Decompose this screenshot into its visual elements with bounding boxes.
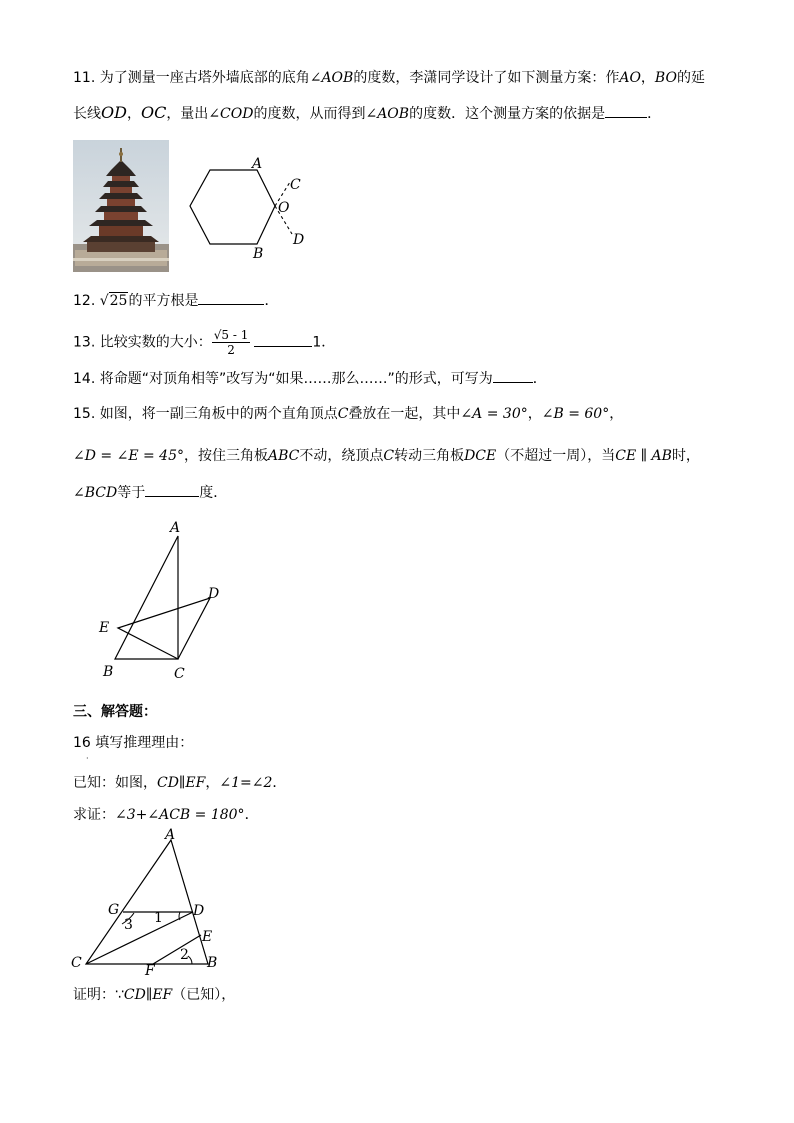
angle-3-label: 3: [124, 917, 133, 933]
label-B: B: [253, 246, 264, 262]
answer-blank-12[interactable]: [198, 290, 264, 305]
label-A: A: [165, 828, 176, 843]
label-C: C: [290, 177, 301, 193]
q16-title: 16 填写推理理由：: [73, 735, 194, 751]
label-D: D: [293, 232, 305, 248]
q16-prove: 求证：∠3+∠ACB = 180°．: [73, 807, 259, 823]
label-B: B: [207, 955, 218, 971]
answer-blank-13[interactable]: [254, 332, 312, 347]
q15-line-2: ∠D = ∠E = 45°，按住三角板ABC不动，绕顶点C转动三角板DCE（不超过一周），当CE ∥ AB时，: [73, 448, 700, 464]
q16-given: 已知：如图，CD∥EF，∠1=∠2．: [73, 775, 287, 791]
pagoda-photo: [73, 140, 169, 272]
q14-line: 14. 将命题“对顶角相等”改写为“如果……那么……”的形式，可写为 ．: [73, 368, 547, 389]
hexagon-figure: [180, 150, 320, 265]
answer-blank-15[interactable]: [145, 482, 199, 497]
proof-figure: [68, 828, 228, 978]
label-G: G: [108, 902, 120, 918]
angle-1-label: 1: [154, 910, 163, 926]
q11-line-2: 长线OD，OC，量出∠COD的度数，从而得到∠AOB的度数．这个测量方案的依据是 ．: [73, 103, 662, 122]
answer-blank-14[interactable]: [493, 368, 533, 383]
label-E: E: [99, 620, 110, 636]
q15-line-3: ∠BCD等于 度．: [73, 482, 227, 503]
q12-line: 12. √25的平方根是 ．: [73, 290, 278, 311]
label-C: C: [71, 955, 82, 971]
label-A: A: [252, 156, 263, 172]
sqrt-25: √25: [99, 293, 128, 309]
stray-dot: ·: [86, 754, 89, 763]
label-D: D: [193, 903, 205, 919]
section-heading: 三、解答题：: [73, 704, 157, 720]
label-A: A: [170, 520, 181, 536]
triangles-figure: [90, 516, 240, 686]
angle-2-label: 2: [180, 947, 189, 963]
label-B: B: [103, 664, 114, 680]
label-O: O: [278, 200, 290, 216]
label-D: D: [208, 586, 220, 602]
q15-line-1: 15. 如图，将一副三角板中的两个直角顶点C叠放在一起，其中∠A = 30°，∠B = 60°，: [73, 406, 624, 422]
q13-line: 13. 比较实数的大小： $\frac{√5 - 1}{2}$ 1．: [73, 328, 336, 357]
q16-proof-start: 证明：∵CD∥EF（已知），: [73, 987, 236, 1003]
label-F: F: [145, 963, 155, 978]
label-C: C: [174, 666, 185, 682]
fraction-sqrt5-minus-1-over-2: $\frac{√5 - 1}{2}$: [213, 328, 249, 357]
q11-line-1: 11. 为了测量一座古塔外墙底部的底角∠AOB的度数，李潇同学设计了如下测量方案：作AO，BO的延: [73, 70, 705, 86]
label-E: E: [202, 929, 213, 945]
answer-blank-11[interactable]: [605, 103, 647, 118]
angle-aob: ∠AOB: [309, 70, 354, 86]
